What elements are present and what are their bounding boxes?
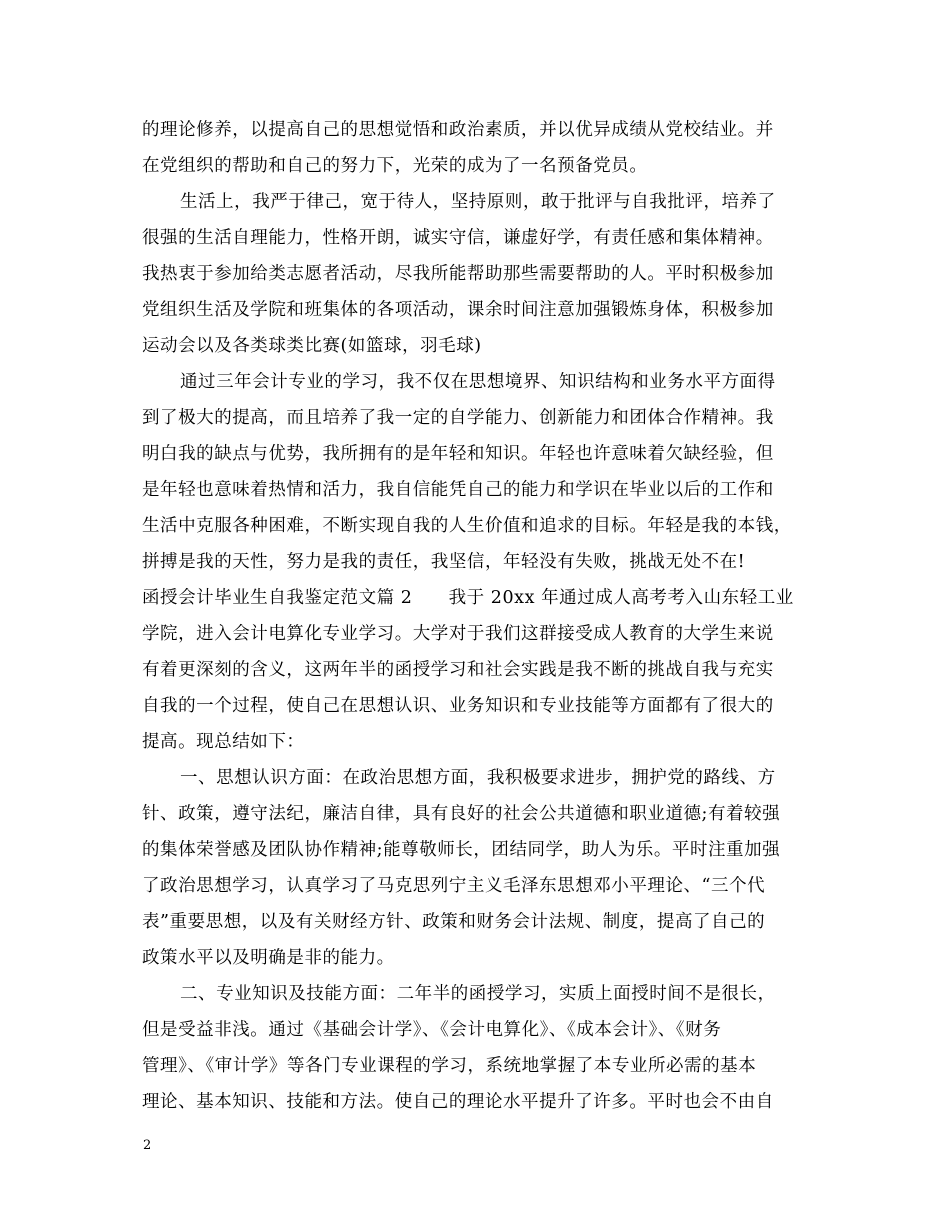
body-text-line: 表”重要思想，以及有关财经方针、政策和财务会计法规、制度，提高了自己的: [142, 912, 766, 932]
body-text-line: 了政治思想学习，认真学习了马克思列宁主义毛泽东思想邓小平理论、“三个代: [142, 876, 766, 896]
body-text-line: 但是受益非浅。通过《基础会计学》、《会计电算化》、《成本会计》、《财务: [142, 1020, 722, 1040]
body-text-line: 的理论修养，以提高自己的思想觉悟和政治素质，并以优异成绩从党校结业。并: [142, 120, 774, 140]
section-heading-line: 函授会计毕业生自我鉴定范文篇 2 我于 20xx 年通过成人高考考入山东轻工业: [142, 588, 794, 608]
body-text-line: 的集体荣誉感及团队协作精神;能尊敬师长，团结同学，助人为乐。平时注重加强: [142, 840, 781, 860]
body-text-line: 运动会以及各类球类比赛(如篮球，羽毛球): [142, 336, 482, 356]
body-text-line: 二、专业知识及技能方面：二年半的函授学习，实质上面授时间不是很长，: [180, 984, 776, 1004]
body-text-line: 拼搏是我的天性，努力是我的责任，我坚信，年轻没有失败，挑战无处不在!: [142, 552, 746, 572]
body-text-line: 党组织生活及学院和班集体的各项活动，课余时间注意加强锻炼身体，积极参加: [142, 300, 774, 320]
body-text-line: 一、思想认识方面：在政治思想方面，我积极要求进步，拥护党的路线、方: [180, 768, 776, 788]
body-text-line: 提高。现总结如下：: [142, 732, 305, 752]
body-text-line: 是年轻也意味着热情和活力，我自信能凭自己的能力和学识在毕业以后的工作和: [142, 480, 774, 500]
body-text-line: 很强的生活自理能力，性格开朗，诚实守信，谦虚好学，有责任感和集体精神。: [142, 228, 774, 248]
body-text-line: 管理》、《审计学》等各门专业课程的学习，系统地掌握了本专业所必需的基本: [142, 1056, 757, 1076]
page-number: 2: [143, 1138, 152, 1153]
body-text-line: 到了极大的提高，而且培养了我一定的自学能力、创新能力和团体合作精神。我: [142, 408, 774, 428]
body-text-line: 政策水平以及明确是非的能力。: [142, 948, 395, 968]
body-text-line: 针、政策，遵守法纪，廉洁自律，具有良好的社会公共道德和职业道德;有着较强: [142, 804, 781, 824]
body-text-line: 通过三年会计专业的学习，我不仅在思想境界、知识结构和业务水平方面得: [180, 372, 776, 392]
body-text-line: 自我的一个过程，使自己在思想认识、业务知识和专业技能等方面都有了很大的: [142, 696, 774, 716]
body-text-line: 有着更深刻的含义，这两年半的函授学习和社会实践是我不断的挑战自我与充实: [142, 660, 774, 680]
body-text-line: 学院，进入会计电算化专业学习。大学对于我们这群接受成人教育的大学生来说: [142, 624, 774, 644]
body-text-line: 生活中克服各种困难，不断实现自我的人生价值和追求的目标。年轻是我的本钱，: [142, 516, 792, 536]
body-text-line: 生活上，我严于律己，宽于待人，坚持原则，敢于批评与自我批评，培养了: [180, 192, 776, 212]
body-text-line: 明白我的缺点与优势，我所拥有的是年轻和知识。年轻也许意味着欠缺经验，但: [142, 444, 774, 464]
body-text-line: 在党组织的帮助和自己的努力下，光荣的成为了一名预备党员。: [142, 156, 648, 176]
body-text-line: 理论、基本知识、技能和方法。使自己的理论水平提升了许多。平时也会不由自: [142, 1092, 774, 1112]
body-text-line: 我热衷于参加给类志愿者活动，尽我所能帮助那些需要帮助的人。平时积极参加: [142, 264, 774, 284]
